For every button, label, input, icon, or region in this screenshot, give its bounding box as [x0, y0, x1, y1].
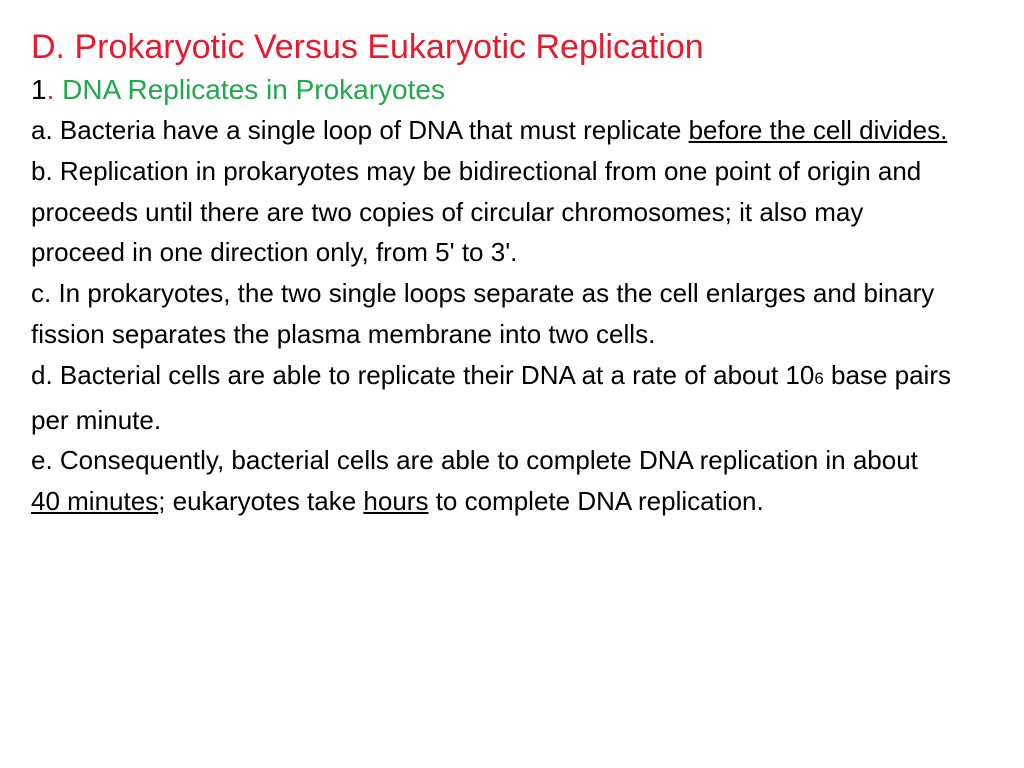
point-e: [31, 440, 951, 522]
slide-content: [31, 24, 991, 522]
point-e-underlined-hours: hours: [363, 486, 429, 517]
section-heading-text: DNA Replicates in Prokaryotes: [54, 74, 445, 105]
point-e-underlined-time: 40 minutes: [31, 486, 159, 517]
point-c: c. In prokaryotes, the two single loops separate as the cell enlarges and binary fission separates the plasma membrane into two cells.: [31, 278, 935, 349]
point-d-text: d. Bacterial cells are able to replicate their DNA at a rate of about 10: [31, 359, 815, 390]
section-heading: [31, 70, 991, 110]
section-number: 1: [31, 74, 47, 105]
slide-title: D. Prokaryotic Versus Eukaryotic Replication: [31, 28, 704, 66]
point-e-text-mid: ; eukaryotes take: [158, 486, 364, 517]
point-a-underlined: before the cell divides.: [688, 115, 948, 145]
point-d-exponent: 6: [814, 368, 824, 388]
point-e-text-end: to complete DNA replication.: [428, 486, 764, 517]
point-b: b. Replication in prokaryotes may be bidirectional from one point of origin and proceeds until there are two copies of circular chromosomes; it also may proceed in one direction only, from 5' to 3'.: [31, 155, 922, 268]
point-d-text-end: base pairs per minute.: [31, 359, 951, 435]
point-e-text: e. Consequently, bacterial cells are able to complete DNA replication in about: [31, 445, 918, 476]
point-a: [31, 110, 951, 151]
point-a-text: a. Bacteria have a single loop of DNA that must replicate: [31, 115, 689, 145]
point-d: [31, 355, 951, 441]
section-number-dot: .: [46, 74, 55, 105]
